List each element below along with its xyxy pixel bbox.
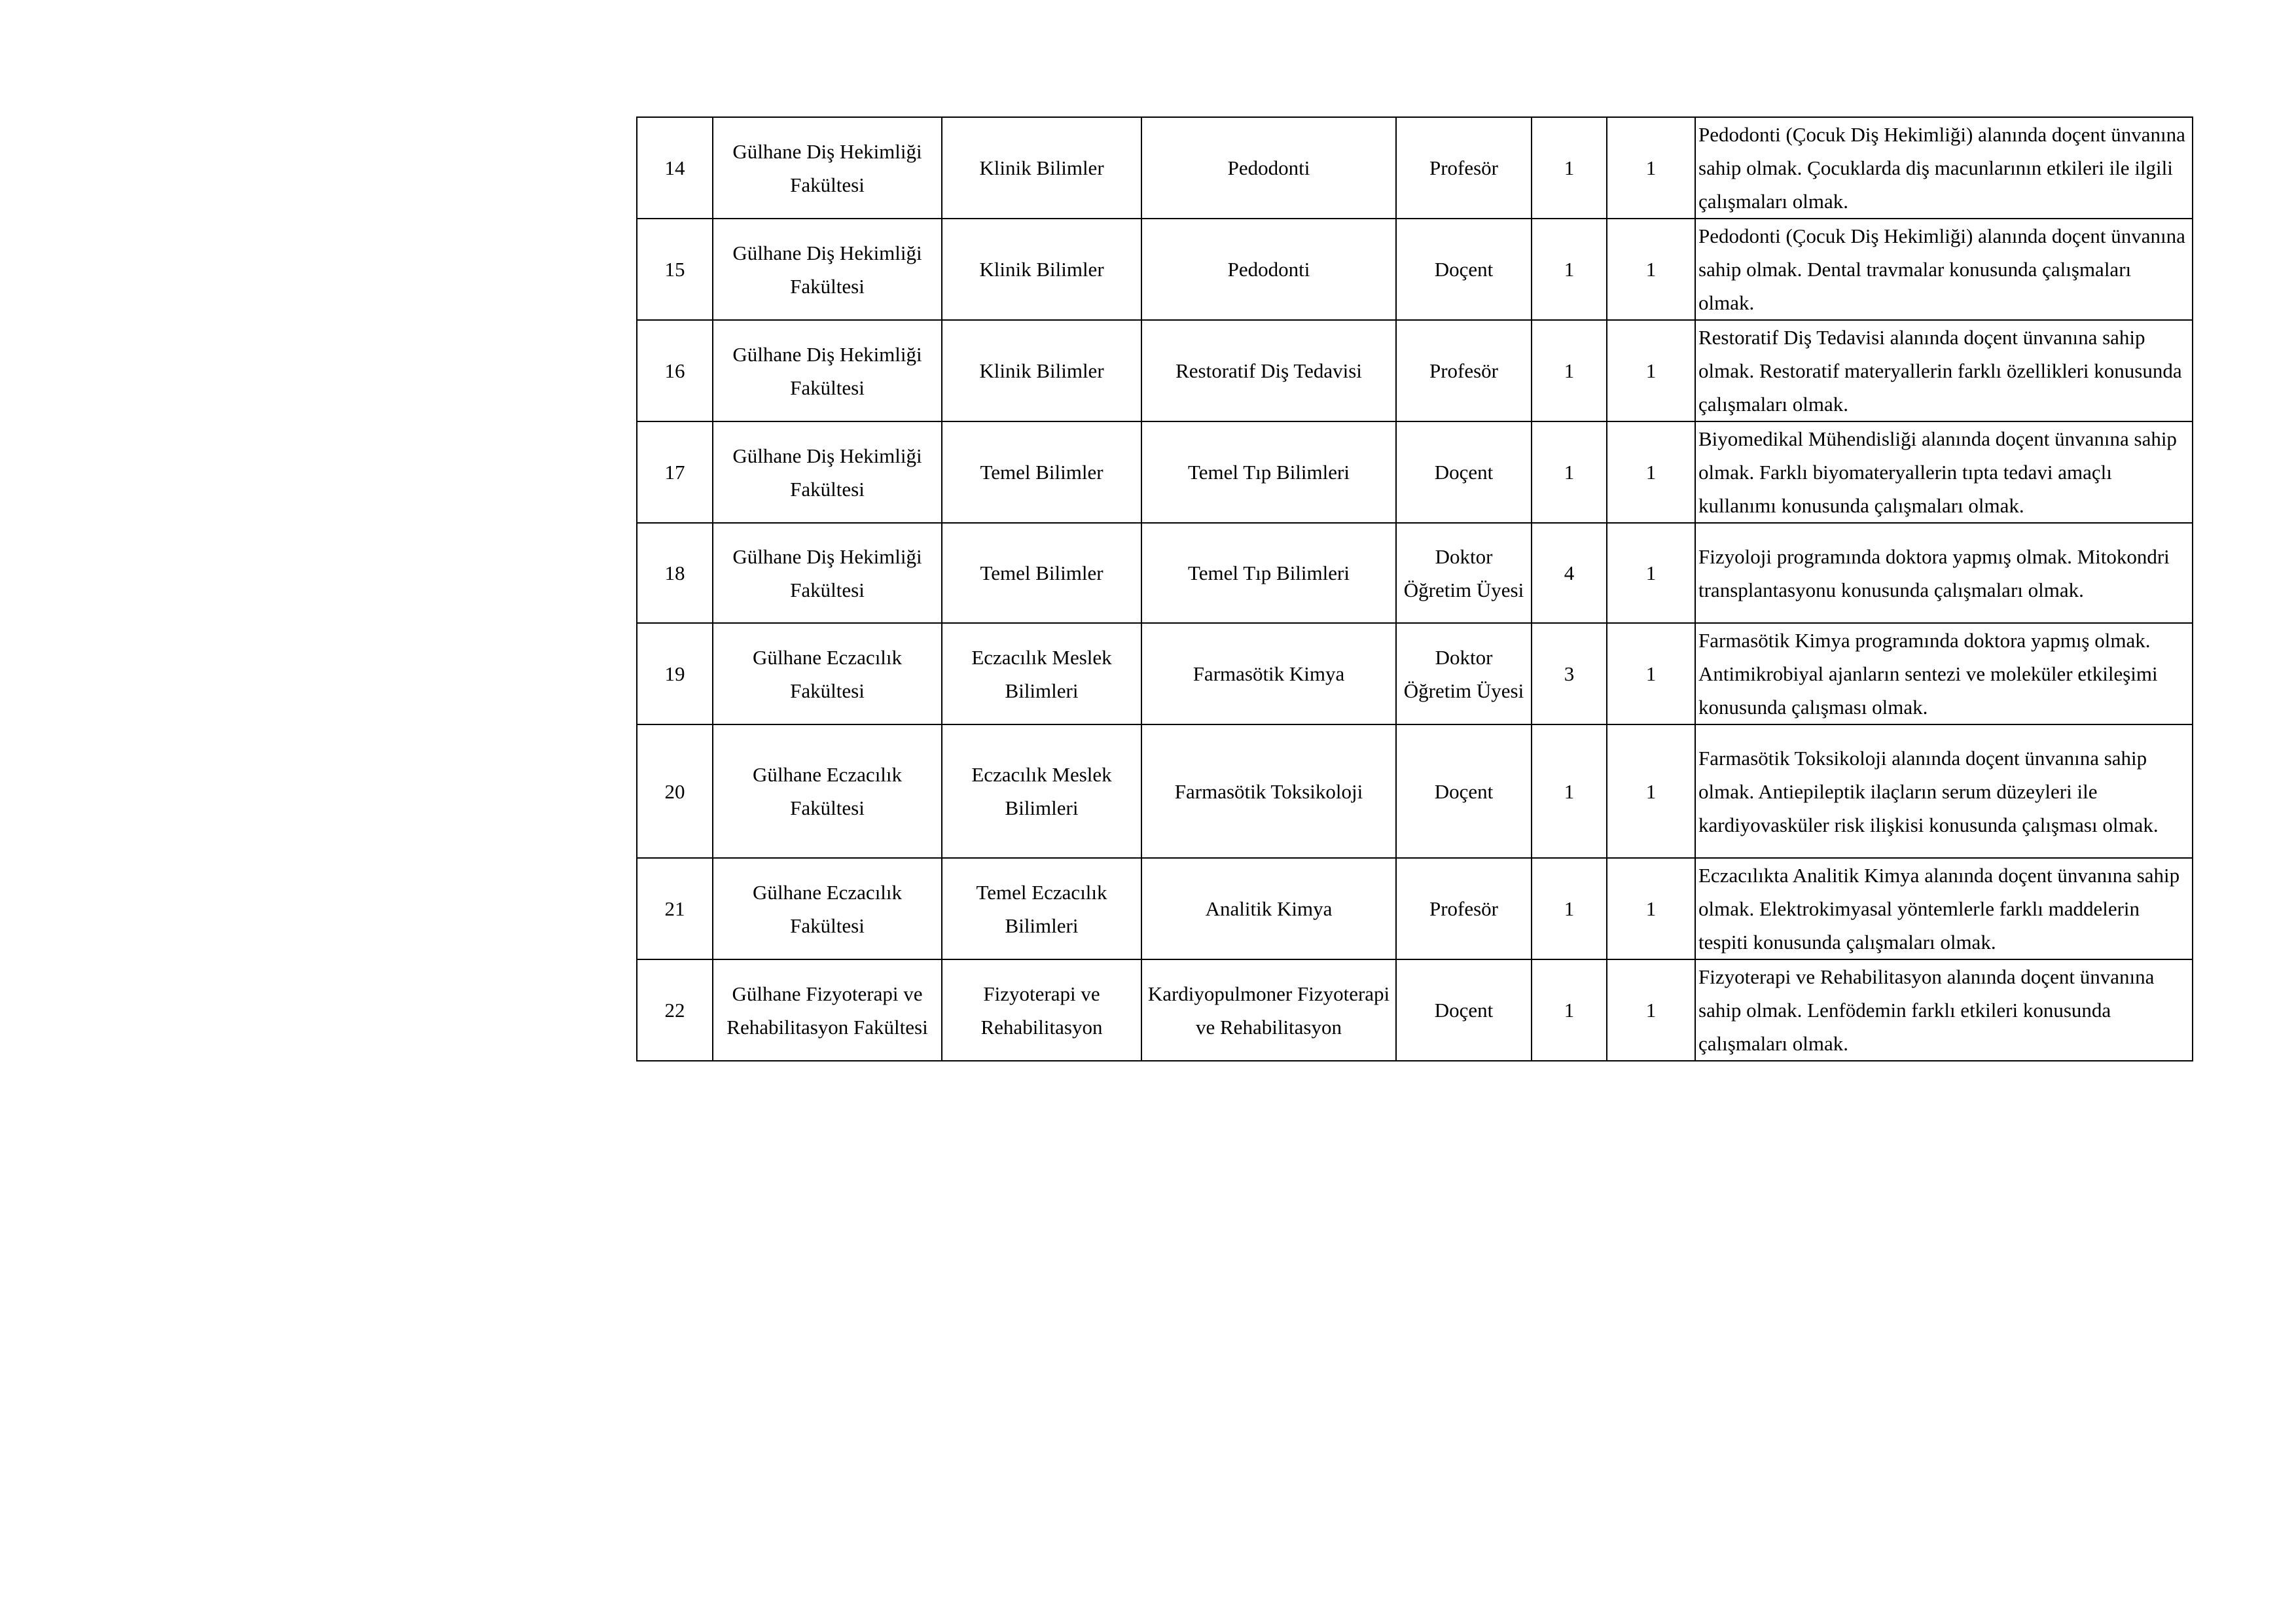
table-row <box>637 117 2193 219</box>
requirement-cell: Farmasötik Kimya programında doktora yapmış olmak. Antimikrobiyal ajanların sentezi ve moleküler etkileşimi konusunda çalışması olmak. <box>1695 623 2193 724</box>
faculty-cell: Gülhane Diş Hekimliği Fakültesi <box>713 117 942 219</box>
faculty-cell: Gülhane Eczacılık Fakültesi <box>713 623 942 724</box>
row-number: 21 <box>637 858 713 959</box>
row-number: 17 <box>637 421 713 523</box>
faculty-cell: Gülhane Diş Hekimliği Fakültesi <box>713 421 942 523</box>
count-cell: 1 <box>1607 724 1695 858</box>
faculty-cell: Gülhane Diş Hekimliği Fakültesi <box>713 320 942 421</box>
requirement-cell: Biyomedikal Mühendisliği alanında doçent ünvanına sahip olmak. Farklı biyomateryallerin tıpta tedavi amaçlı kullanımı konusunda çalışmaları olmak. <box>1695 421 2193 523</box>
degree-cell: 1 <box>1532 219 1607 320</box>
degree-cell: 1 <box>1532 858 1607 959</box>
division-cell: Temel Tıp Bilimleri <box>1141 421 1396 523</box>
table-row <box>637 623 2193 724</box>
count-cell: 1 <box>1607 117 1695 219</box>
row-number: 18 <box>637 523 713 623</box>
document-page <box>636 116 2192 1061</box>
requirement-cell: Pedodonti (Çocuk Diş Hekimliği) alanında doçent ünvanına sahip olmak. Çocuklarda diş macunlarının etkileri ile ilgili çalışmaları olmak. <box>1695 117 2193 219</box>
requirement-cell: Eczacılıkta Analitik Kimya alanında doçent ünvanına sahip olmak. Elektrokimyasal yöntemlerle farklı maddelerin tespiti konusunda çalışmaları olmak. <box>1695 858 2193 959</box>
degree-cell: 1 <box>1532 421 1607 523</box>
department-cell: Temel Eczacılık Bilimleri <box>942 858 1141 959</box>
requirement-cell: Pedodonti (Çocuk Diş Hekimliği) alanında doçent ünvanına sahip olmak. Dental travmalar konusunda çalışmaları olmak. <box>1695 219 2193 320</box>
title-cell: Doçent <box>1396 959 1532 1061</box>
count-cell: 1 <box>1607 320 1695 421</box>
requirement-cell: Fizyoterapi ve Rehabilitasyon alanında doçent ünvanına sahip olmak. Lenfödemin farklı etkileri konusunda çalışmaları olmak. <box>1695 959 2193 1061</box>
table-row <box>637 959 2193 1061</box>
table-row <box>637 724 2193 858</box>
faculty-cell: Gülhane Fizyoterapi ve Rehabilitasyon Fakültesi <box>713 959 942 1061</box>
table-row <box>637 858 2193 959</box>
department-cell: Klinik Bilimler <box>942 117 1141 219</box>
title-cell: Doçent <box>1396 219 1532 320</box>
division-cell: Restoratif Diş Tedavisi <box>1141 320 1396 421</box>
title-cell: Doktor Öğretim Üyesi <box>1396 623 1532 724</box>
faculty-cell: Gülhane Diş Hekimliği Fakültesi <box>713 219 942 320</box>
requirement-cell: Restoratif Diş Tedavisi alanında doçent ünvanına sahip olmak. Restoratif materyallerin farklı özellikleri konusunda çalışmaları olmak. <box>1695 320 2193 421</box>
title-cell: Doçent <box>1396 724 1532 858</box>
row-number: 14 <box>637 117 713 219</box>
title-cell: Doktor Öğretim Üyesi <box>1396 523 1532 623</box>
department-cell: Eczacılık Meslek Bilimleri <box>942 724 1141 858</box>
count-cell: 1 <box>1607 959 1695 1061</box>
count-cell: 1 <box>1607 219 1695 320</box>
faculty-cell: Gülhane Eczacılık Fakültesi <box>713 724 942 858</box>
degree-cell: 1 <box>1532 959 1607 1061</box>
count-cell: 1 <box>1607 421 1695 523</box>
division-cell: Kardiyopulmoner Fizyoterapi ve Rehabilitasyon <box>1141 959 1396 1061</box>
department-cell: Temel Bilimler <box>942 421 1141 523</box>
department-cell: Temel Bilimler <box>942 523 1141 623</box>
title-cell: Profesör <box>1396 858 1532 959</box>
faculty-cell: Gülhane Eczacılık Fakültesi <box>713 858 942 959</box>
department-cell: Eczacılık Meslek Bilimleri <box>942 623 1141 724</box>
row-number: 22 <box>637 959 713 1061</box>
division-cell: Farmasötik Toksikoloji <box>1141 724 1396 858</box>
title-cell: Profesör <box>1396 320 1532 421</box>
count-cell: 1 <box>1607 623 1695 724</box>
table-row <box>637 320 2193 421</box>
row-number: 19 <box>637 623 713 724</box>
row-number: 20 <box>637 724 713 858</box>
division-cell: Farmasötik Kimya <box>1141 623 1396 724</box>
department-cell: Klinik Bilimler <box>942 320 1141 421</box>
positions-table <box>636 116 2193 1061</box>
table-row <box>637 219 2193 320</box>
degree-cell: 4 <box>1532 523 1607 623</box>
row-number: 15 <box>637 219 713 320</box>
degree-cell: 1 <box>1532 724 1607 858</box>
requirement-cell: Fizyoloji programında doktora yapmış olmak. Mitokondri transplantasyonu konusunda çalışmaları olmak. <box>1695 523 2193 623</box>
faculty-cell: Gülhane Diş Hekimliği Fakültesi <box>713 523 942 623</box>
count-cell: 1 <box>1607 858 1695 959</box>
division-cell: Analitik Kimya <box>1141 858 1396 959</box>
division-cell: Pedodonti <box>1141 219 1396 320</box>
degree-cell: 1 <box>1532 117 1607 219</box>
table-row <box>637 523 2193 623</box>
degree-cell: 3 <box>1532 623 1607 724</box>
title-cell: Doçent <box>1396 421 1532 523</box>
row-number: 16 <box>637 320 713 421</box>
division-cell: Temel Tıp Bilimleri <box>1141 523 1396 623</box>
department-cell: Klinik Bilimler <box>942 219 1141 320</box>
degree-cell: 1 <box>1532 320 1607 421</box>
table-row <box>637 421 2193 523</box>
title-cell: Profesör <box>1396 117 1532 219</box>
department-cell: Fizyoterapi ve Rehabilitasyon <box>942 959 1141 1061</box>
division-cell: Pedodonti <box>1141 117 1396 219</box>
requirement-cell: Farmasötik Toksikoloji alanında doçent ünvanına sahip olmak. Antiepileptik ilaçların serum düzeyleri ile kardiyovasküler risk ilişkisi konusunda çalışması olmak. <box>1695 724 2193 858</box>
count-cell: 1 <box>1607 523 1695 623</box>
